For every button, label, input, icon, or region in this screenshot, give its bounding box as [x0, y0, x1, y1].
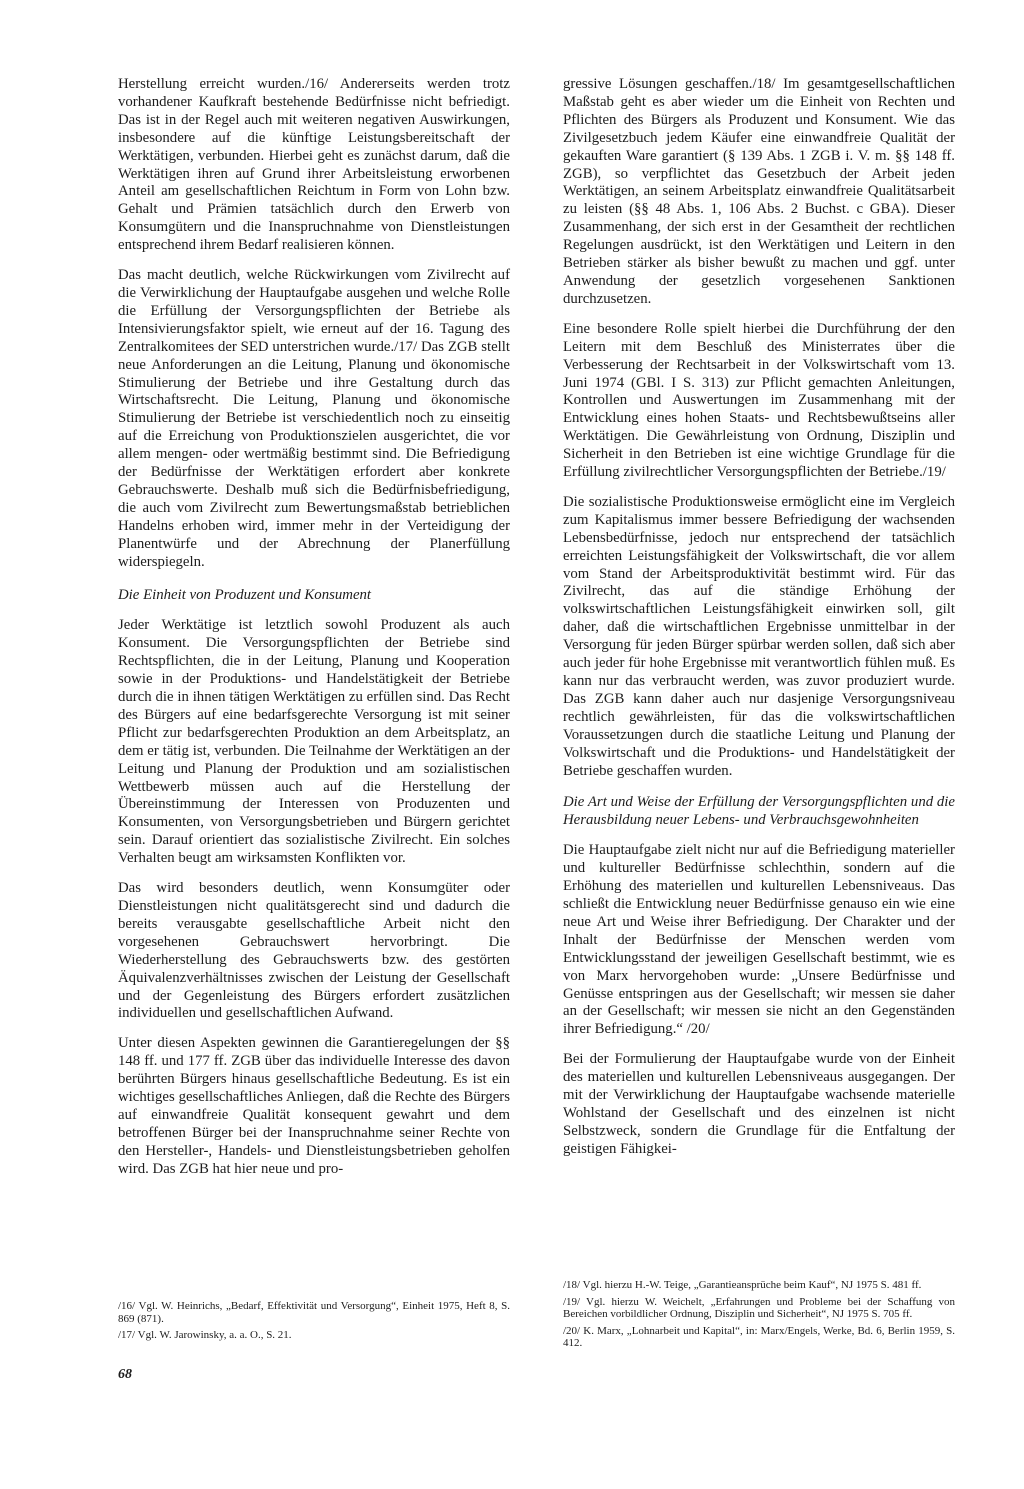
section-heading: Die Art und Weise der Erfüllung der Versorgungspflichten und die Herausbildung neuer Lebens- und Verbrauchsgewohnheiten [563, 794, 955, 829]
footnote: /20/ K. Marx, „Lohnarbeit und Kapital“, in: Marx/Engels, Werke, Bd. 6, Berlin 1959, S. 412. [563, 1324, 955, 1350]
body-paragraph: Jeder Werktätige ist letztlich sowohl Produzent als auch Konsument. Die Versorgungspflichten der Betriebe sind Rechtspflichten, die in der Leitung, Planung und Kooperation sowie in der Produktions- und Handelstätigkeit der Betriebe durch die in ihnen tätigen Werktätigen zu erfüllen sind. Das Recht des Bürgers auf eine bedarfsgerechte Versorgung ist mit seiner Pflicht zur bedarfsgerechten Produktion an dem Arbeitsplatz, an dem er tätig ist, verbunden. Die Teilnahme der Werktätigen an der Leitung und Planung der Produktion und am sozialistischen Wettbewerb müssen auch auf die Herstellung der Übereinstimmung der Interessen von Produzenten und Konsumenten, von Versorgungsbetrieben und Bürgern gerichtet sein. Darauf orientiert das sozialistische Zivilrecht. Ein solches Verhalten beugt am wirksamsten Konflikten vor. [118, 617, 510, 867]
body-paragraph: gressive Lösungen geschaffen./18/ Im gesamtgesellschaftlichen Maßstab geht es aber wieder um die Einheit von Rechten und Pflichten des Bürgers als Produzent und Konsument. Wie das Zivilgesetzbuch jedem Käufer eine einwandfreie Qualität der gekauften Ware garantiert (§ 139 Abs. 1 ZGB i. V. m. §§ 148 ff. ZGB), so verpflichtet das Gesetzbuch der Arbeit jeden Werktätigen, an seinem Arbeitsplatz einwandfreie Qualitätsarbeit zu leisten (§§ 48 Abs. 1, 106 Abs. 2 Buchst. c GBA). Dieser Zusammenhang, der sich erst in der Gesamtheit der rechtlichen Regelungen ausdrückt, ist den Werktätigen und Leitern in den Betrieben stärker als bisher bewußt zu machen und ggf. unter Anwendung der gesetzlich vorgesehenen Sanktionen durchzusetzen. [563, 76, 955, 307]
body-paragraph: Das wird besonders deutlich, wenn Konsumgüter oder Dienstleistungen nicht qualitätsgerecht sind und dadurch die bereits verausgabte gesellschaftliche Arbeit nicht den vorgesehenen Gebrauchswert hervorbringt. Die Wiederherstellung des Gebrauchswerts bzw. des gestörten Äquivalenzverhältnisses zwischen der Leistung der Gesellschaft und der Gegenleistung des Bürgers erfordert zusätzlichen individuellen und gesellschaftlichen Aufwand. [118, 880, 510, 1022]
footnote: /17/ Vgl. W. Jarowinsky, a. a. O., S. 21. [118, 1329, 292, 1342]
left-column [118, 76, 510, 1191]
footnotes-right [563, 1279, 955, 1354]
body-paragraph: Bei der Formulierung der Hauptaufgabe wurde von der Einheit des materiellen und kulturellen Lebensniveaus ausgegangen. Der mit der Verwirklichung der Hauptaufgabe wachsende materielle Wohlstand der Gesellschaft und des einzelnen ist nicht Selbstzweck, sondern die Grundlage für die Entfaltung der geistigen Fähigkei- [563, 1051, 955, 1157]
page-number: 68 [118, 1367, 132, 1382]
footnote: /18/ Vgl. hierzu H.-W. Teige, „Garantieansprüche beim Kauf“, NJ 1975 S. 481 ff. [563, 1279, 922, 1291]
footnote: /19/ Vgl. hierzu W. Weichelt, „Erfahrungen und Probleme bei der Schaffung von Bereichen vorbildlicher Ordnung, Disziplin und Sicherheit“, NJ 1975 S. 705 ff. [563, 1295, 955, 1321]
body-paragraph: Herstellung erreicht wurden./16/ Andererseits werden trotz vorhandener Kaufkraft bestehende Bedürfnisse nicht befriedigt. Das ist in der Regel auch mit weiteren negativen Auswirkungen, insbesondere auf die künftige Leistungsbereitschaft der Werktätigen, verbunden. Hierbei geht es zunächst darum, daß die Werktätigen ihren auf Grund ihrer Arbeitsleistung erworbenen Anteil am gesellschaftlichen Reichtum in Form von Lohn bzw. Gehalt und Prämien tatsächlich durch den Erwerb von Konsumgütern und die Inanspruchnahme von Dienstleistungen entsprechend ihrem Bedarf realisieren können. [118, 76, 510, 254]
right-column [563, 76, 955, 1171]
body-paragraph: Eine besondere Rolle spielt hierbei die Durchführung der den Leitern mit dem Beschluß des Ministerrates über die Verbesserung der Rechtsarbeit in der Volkswirtschaft vom 13. Juni 1974 (GBl. I S. 313) zur Pflicht gemachten Anleitungen, Kontrollen und Auswertungen im Zusammenhang mit der Entwicklung eines hohen Staats- und Rechtsbewußtseins aller Werktätigen. Die Gewährleistung von Ordnung, Disziplin und Sicherheit in den Betrieben ist eine wichtige Grundlage für die Erfüllung zivilrechtlicher Versorgungspflichten der Betriebe./19/ [563, 320, 955, 481]
footnote: /16/ Vgl. W. Heinrichs, „Bedarf, Effektivität und Versorgung“, Einheit 1975, Heft 8, S. 869 (871). [118, 1300, 510, 1325]
body-paragraph: Die sozialistische Produktionsweise ermöglicht eine im Vergleich zum Kapitalismus immer bessere Befriedigung der wachsenden Lebensbedürfnisse, jedoch nur entsprechend der tatsächlich erreichten Leistungsfähigkeit der Volkswirtschaft, die vor allem vom Stand der Arbeitsproduktivität bestimmt wird. Für das Zivilrecht, das auf die ständige Erhöhung der volkswirtschaftlichen Leistungsfähigkeit einwirken soll, gilt daher, daß die wirtschaftlichen Ergebnisse unmittelbar in der Versorgung für jeden Bürger spürbar werden sollen, daß sich aber auch jeder für hohe Ergebnisse mit verantwortlich fühlen muß. Es kann nur das verbraucht werden, was zuvor produziert wurde. Das ZGB kann daher auch nur dasjenige Versorgungsniveau rechtlich gewährleisten, für das die volkswirtschaftlichen Voraussetzungen durch die staatliche Leitung und Planung der Volkswirtschaft und die Produktions- und Handelstätigkeit der Betriebe geschaffen wurden. [563, 493, 955, 779]
section-heading: Die Einheit von Produzent und Konsument [118, 587, 372, 604]
body-paragraph: Unter diesen Aspekten gewinnen die Garantieregelungen der §§ 148 ff. und 177 ff. ZGB über das individuelle Interesse des davon berührten Bürgers hinaus gesellschaftliche Bedeutung. Es ist ein wichtiges gesellschaftliches Anliegen, daß die Rechte des Bürgers auf einwandfreie Qualität konsequent gewahrt und dem betroffenen Bürger bei der Inanspruchnahme seiner Rechte von den Hersteller-, Handels- und Dienstleistungsbetrieben geholfen wird. Das ZGB hat hier neue und pro- [118, 1035, 510, 1177]
body-paragraph: Die Hauptaufgabe zielt nicht nur auf die Befriedigung materieller und kultureller Bedürfnisse schlechthin, sondern auf die Erhöhung des materiellen und kulturellen Lebensniveaus. Das schließt die Entwicklung neuer Bedürfnisse genauso ein wie eine neue Art und Weise ihrer Befriedigung. Der Charakter und der Inhalt der Bedürfnisse der Menschen werden vom Entwicklungsstand der jeweiligen Gesellschaft bestimmt, wie es von Marx hervorgehoben wurde: „Unsere Bedürfnisse und Genüsse entspringen aus der Gesellschaft; wir messen sie daher an der Gesellschaft; wir messen sie nicht an den Gegenständen ihrer Befriedigung.“ /20/ [563, 842, 955, 1038]
footnotes-left [118, 1300, 510, 1346]
body-paragraph: Das macht deutlich, welche Rückwirkungen vom Zivilrecht auf die Verwirklichung der Hauptaufgabe ausgehen und welche Rolle die Erfüllung der Versorgungspflichten der Betriebe als Intensivierungsfaktor spielt, wie erneut auf der 16. Tagung des Zentralkomitees der SED unterstrichen wurde./17/ Das ZGB stellt neue Anforderungen an die Leitung, Planung und ökonomische Stimulierung der Betriebe und ihre Gestaltung durch das Wirtschaftsrecht. Die Leitung, Planung und ökonomische Stimulierung der Betriebe ist verschiedentlich noch zu einseitig auf die Erreichung von Produktionszielen ausgerichtet, die vor allem mengen- oder wertmäßig bestimmt sind. Die Befriedigung der Bedürfnisse der Werktätigen erfordert aber konkrete Gebrauchswerte. Deshalb muß sich die Bedürfnisbefriedigung, die auch vom Zivilrecht zum Bewertungsmaßstab betrieblichen Handelns erhoben wird, immer mehr in der Verteidigung der Planentwürfe und der Abrechnung der Planerfüllung widerspiegeln. [118, 267, 510, 570]
